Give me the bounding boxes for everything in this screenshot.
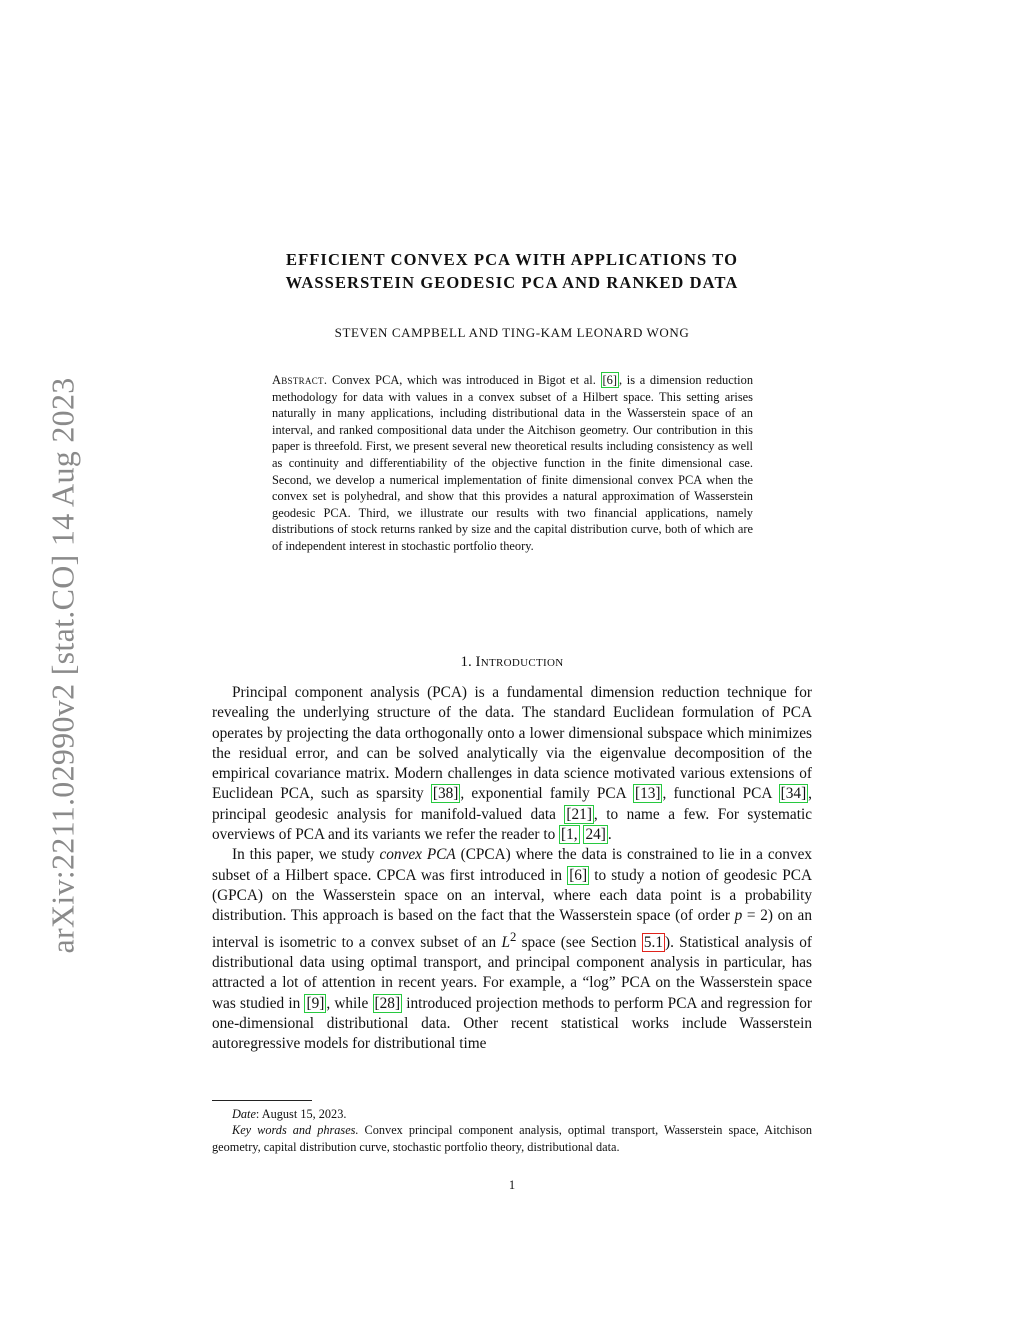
section-name: Introduction [475, 654, 564, 670]
citation-link[interactable]: [9] [306, 994, 325, 1012]
text-run: ). Statistical analysis of distributional data using optimal transport, and principal component analysis in particular, has attracted a lot of attention in recent years. For example, a “log” PCA on the Wasserstein space was studied in [212, 933, 813, 1012]
section-crossref-link[interactable]: 5.1 [643, 933, 663, 951]
footnote-date [212, 1106, 812, 1122]
paragraph-1 [212, 683, 812, 845]
text-run: space (see Section [516, 933, 642, 951]
text-run: introduced projection methods to perform PCA and regression for one-dimensional distributional data. Other recent statistical works include Wasserstein autoregressive models for distributional time [212, 994, 812, 1053]
paragraph-2 [212, 845, 812, 1054]
arxiv-identifier-text: arXiv:2211.02990v2 [stat.CO] 14 Aug 2023 [44, 376, 81, 954]
citation-link[interactable]: [1, [561, 826, 578, 844]
arxiv-identifier-stamp [44, 345, 82, 985]
citation-link[interactable]: 24] [585, 826, 606, 844]
math-superscript: 2 [509, 929, 517, 944]
title-line-1: EFFICIENT CONVEX PCA WITH APPLICATIONS TO [285, 250, 739, 269]
text-run: Principal component analysis (PCA) is a fundamental dimension reduction technique for revealing the underlying structure of the data. The standard Euclidean formulation of PCA operates by projecting the data orthogonally onto a lower dimensional subspace which minimizes the residual error, and can be solved analytically via the eigenvalue decomposition of the empirical covariance matrix. Modern challenges in data science motivated various extensions of Euclidean PCA, such as sparsity [212, 684, 812, 803]
section-number: 1. [460, 654, 472, 670]
text-run: , exponential family PCA [460, 785, 633, 803]
abstract-text-1: Convex PCA, which was introduced in Bigot et al. [327, 373, 601, 387]
text-run: , while [326, 994, 373, 1012]
keywords-value: Convex principal component analysis, optimal transport, Wasserstein space, Aitchison geometry, capital distribution curve, stochastic portfolio theory, distributional data. [212, 1123, 813, 1154]
citation-link[interactable]: [6] [602, 373, 617, 387]
text-run: (CPCA) where the data is constrained to lie in a convex subset of a Hilbert space. CPCA was first introduced in [212, 846, 813, 884]
citation-link[interactable]: [38] [432, 785, 459, 803]
date-value: : August 15, 2023. [255, 1107, 347, 1121]
text-run: , principal geodesic analysis for manifold-valued data [212, 785, 812, 823]
math-variable-p: p [734, 907, 743, 925]
text-run: . [607, 826, 612, 844]
footnotes [212, 1106, 812, 1155]
citation-link[interactable]: [34] [780, 785, 807, 803]
introduction-body [212, 683, 812, 1054]
text-run: , to name a few. For systematic overviews of PCA and its variants we refer the reader to [212, 805, 812, 844]
page-number: 1 [508, 1178, 516, 1192]
citation-link[interactable]: [6] [569, 866, 588, 884]
citation-link[interactable]: [28] [374, 994, 401, 1012]
keywords-label: Key words and phrases. [232, 1123, 359, 1138]
math-variable-L: L [501, 933, 510, 951]
text-run: to study a notion of geodesic PCA (GPCA) on the Wasserstein space on an interval, where each data point is a probability distribution. This approach is based on the fact that the Wasserstein space (of order [212, 866, 813, 925]
text-run: = 2) on an interval is isometric to a convex subset of an [212, 907, 813, 951]
citation-link[interactable]: [21] [566, 805, 592, 823]
abstract [272, 372, 753, 555]
title-line-2: WASSERSTEIN GEODESIC PCA AND RANKED DATA [285, 273, 739, 292]
emphasis-convex-pca: convex PCA [379, 846, 456, 864]
text-run: In this paper, we study [232, 846, 380, 864]
footnote-keywords [212, 1122, 812, 1155]
paper-title [200, 248, 824, 294]
text-run: , functional PCA [662, 785, 779, 803]
citation-link[interactable]: [13] [634, 785, 661, 803]
date-label: Date [232, 1107, 256, 1121]
author-list: STEVEN CAMPBELL AND TING-KAM LEONARD WONG [334, 325, 690, 340]
section-heading-introduction [200, 654, 824, 671]
abstract-text-2: , is a dimension reduction methodology for data with values in a convex subset of a Hilbert space. This setting arises naturally in many applications, including distributional data in the Wasserstein space of an interval, and ranked compositional data under the Aitchison geometry. Our contribution in this paper is threefold. First, we present several new theoretical results including consistency as well as continuity and differentiability of the objective function in the finite dimensional case. Second, we develop a numerical implementation of finite dimensional convex PCA when the convex set is polyhedral, and show that this provides a natural approximation of Wasserstein geodesic PCA. Third, we illustrate our results with two financial applications, namely distributions of stock returns ranked by size and the capital distribution curve, both of which are of independent interest in stochastic portfolio theory. [272, 373, 754, 553]
footnote-separator [212, 1100, 312, 1101]
abstract-label: Abstract. [272, 373, 328, 387]
